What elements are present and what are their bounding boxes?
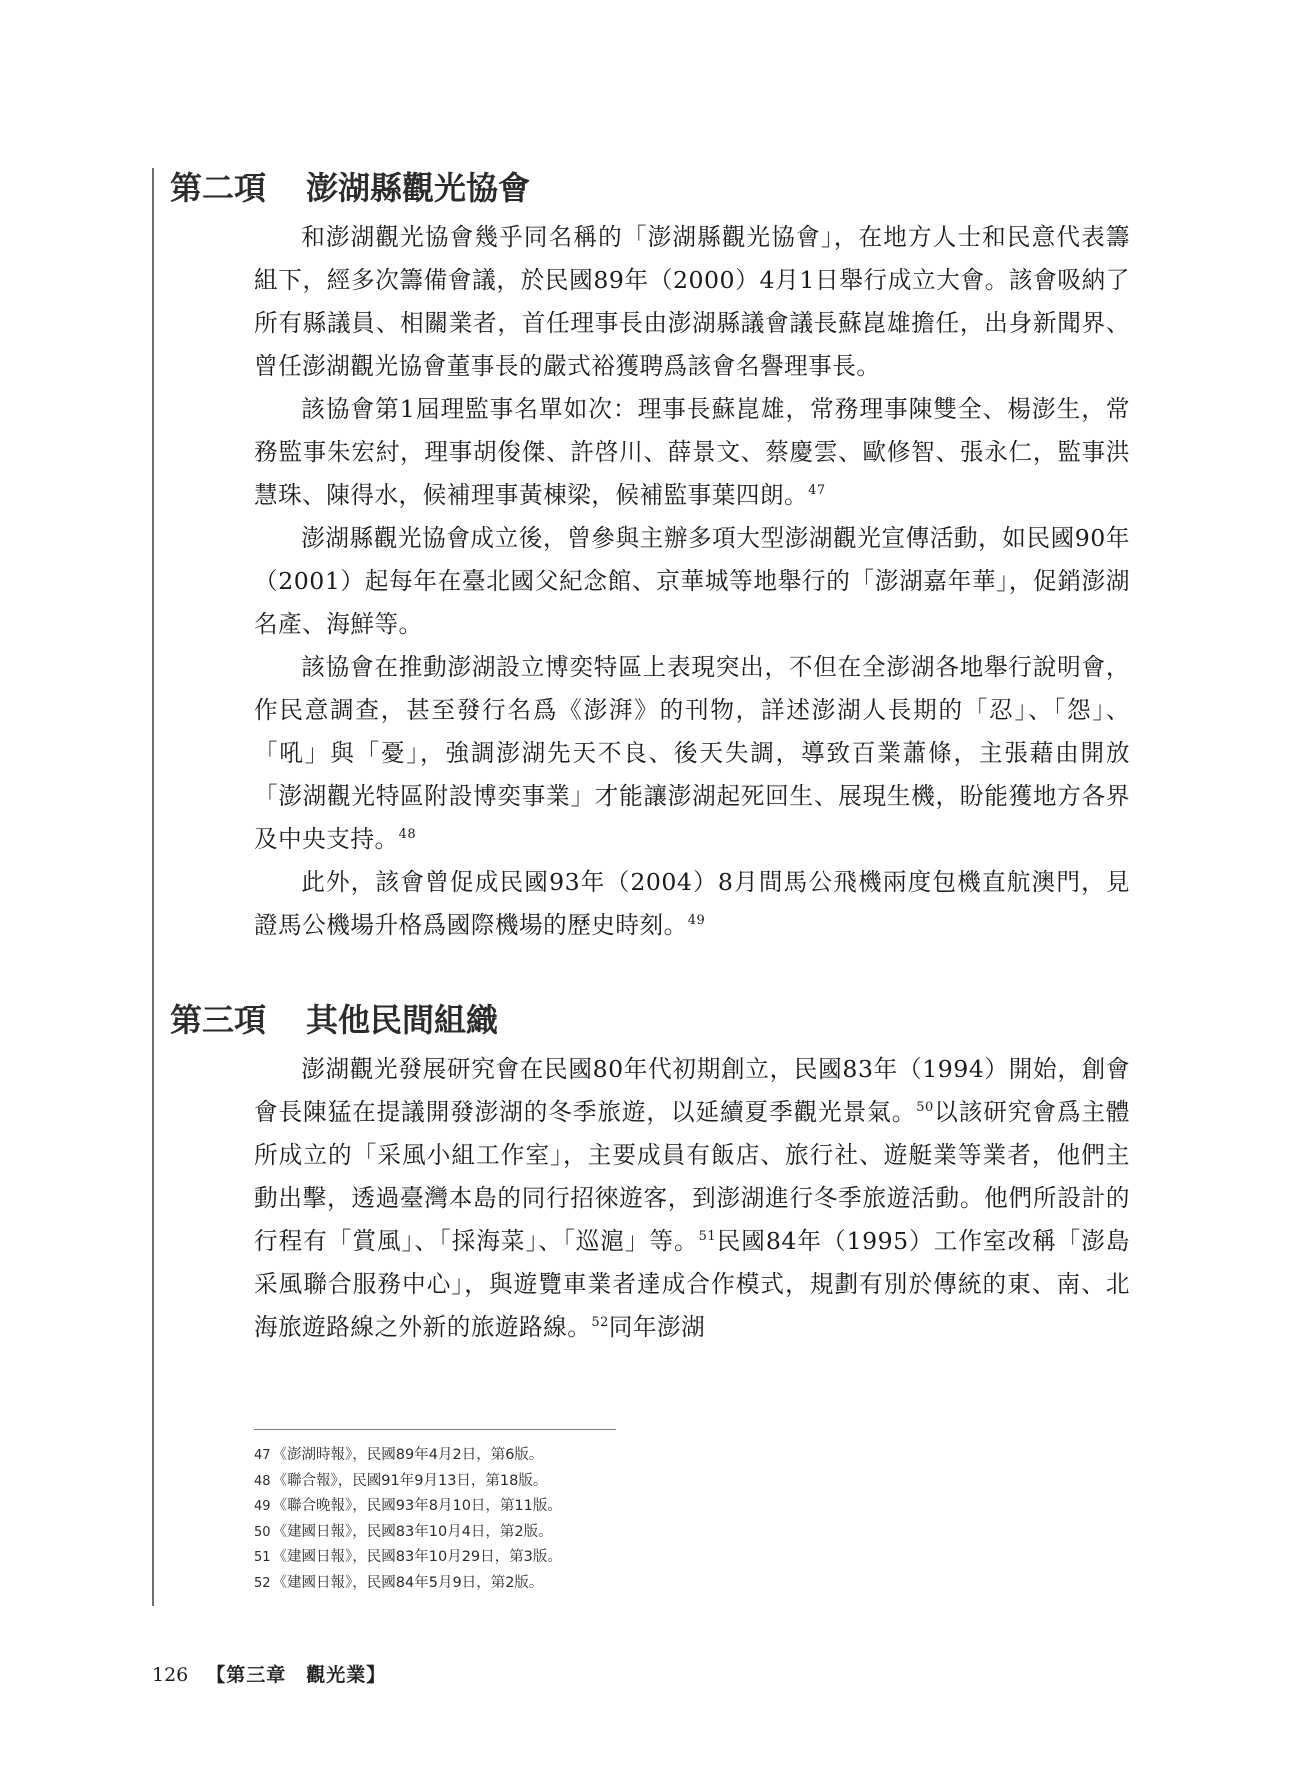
footnote-number: 50	[254, 1524, 271, 1540]
running-footer	[152, 1660, 386, 1687]
section-tourism-association	[170, 165, 1130, 947]
paragraph-text: 民國84年（1995）工作室改稱「澎島采風聯合服務中心」，與遊覽車業者達成合作模式，規劃有別於傳統的東、南、北海旅遊路線之外新的旅遊路線。	[254, 1227, 1130, 1341]
section-body	[254, 216, 1130, 947]
footnote-number: 47	[254, 1448, 271, 1463]
paragraph-text: 同年澎湖	[608, 1313, 706, 1341]
paragraph-text: 和澎湖觀光協會幾乎同名稱的「澎湖縣觀光協會」，在地方人士和民意代表籌組下，經多次籌備會議，於民國89年（2000）4月1日舉行成立大會。該會吸納了所有縣議員、相關業者，首任理事長由澎湖縣議會議長蘇崑雄擔任，出身新聞界、曾任澎湖觀光協會董事長的嚴式裕獲聘爲該會名譽理事長。	[254, 223, 1130, 380]
footnote-ref: 48	[398, 827, 417, 843]
footnote-ref: 51	[698, 1229, 717, 1245]
footnote	[254, 1443, 954, 1469]
paragraph	[254, 517, 1130, 646]
section-heading	[170, 997, 1130, 1043]
footnotes	[254, 1443, 954, 1596]
paragraph-text: 此外，該會曾促成民國93年（2004）8月間馬公飛機兩度包機直航澳門，見證馬公機場升格爲國際機場的歷史時刻。	[254, 868, 1130, 939]
section-other-organizations	[170, 997, 1130, 1349]
footnote	[254, 1545, 954, 1571]
section-title: 其他民間組織	[306, 1001, 499, 1039]
main-content	[170, 165, 1130, 1349]
footnote-number: 49	[254, 1499, 271, 1514]
paragraph-text: 該協會在推動澎湖設立博奕特區上表現突出，不但在全澎湖各地舉行說明會，作民意調查，甚至發行名爲《澎湃》的刊物，詳述澎湖人長期的「忍」、「怨」、「吼」與「憂」，強調澎湖先天不良、後天失調，導致百業蕭條，主張藉由開放「澎湖觀光特區附設博奕事業」才能讓澎湖起死回生、展現生機，盼能獲地方各界及中央支持。	[254, 653, 1130, 853]
footnote-number: 51	[254, 1550, 271, 1565]
paragraph	[254, 646, 1130, 861]
footnote-text: 《建國日報》，民國83年10月4日，第2版。	[272, 1523, 553, 1540]
paragraph	[254, 861, 1130, 947]
section-number: 第三項	[170, 1001, 267, 1039]
page-number: 126	[152, 1664, 189, 1686]
footnote-number: 52	[254, 1575, 271, 1591]
section-heading	[170, 165, 1130, 211]
left-margin-rule	[152, 168, 154, 1606]
footnote-text: 《建國日報》，民國84年5月9日，第2版。	[272, 1574, 544, 1591]
footnote	[254, 1520, 954, 1546]
footnote-text: 《聯合報》，民國91年9月13日，第18版。	[272, 1472, 548, 1489]
footnote-text: 《聯合晚報》，民國93年8月10日，第11版。	[272, 1498, 562, 1514]
paragraph	[254, 1048, 1130, 1349]
chapter-label: 【第三章 觀光業】	[206, 1664, 387, 1686]
footnote-number: 48	[254, 1473, 271, 1489]
paragraph	[254, 388, 1130, 517]
section-body	[254, 1048, 1130, 1349]
footnote	[254, 1469, 954, 1495]
footnote-ref: 52	[591, 1315, 609, 1331]
footnote-ref: 50	[916, 1100, 934, 1116]
paragraph-text: 該協會第1屆理監事名單如次：理事長蘇崑雄，常務理事陳雙全、楊澎生，常務監事朱宏紂，理事胡俊傑、許啓川、薛景文、蔡慶雲、歐修智、張永仁，監事洪慧珠、陳得水，候補理事黃棟梁，候補監事葉四朗。	[254, 395, 1130, 509]
footnote-separator	[254, 1429, 616, 1430]
paragraph-text: 澎湖觀光發展研究會在民國80年代初期創立，民國83年（1994）開始，創會會長陳猛在提議開發澎湖的冬季旅遊，以延續夏季觀光景氣。	[254, 1055, 1130, 1126]
paragraph	[254, 216, 1130, 388]
section-title: 澎湖縣觀光協會	[306, 169, 531, 207]
section-number: 第二項	[170, 169, 267, 207]
footnote-text: 《澎湖時報》，民國89年4月2日，第6版。	[272, 1447, 544, 1463]
footnote-ref: 47	[808, 483, 826, 499]
paragraph-text: 澎湖縣觀光協會成立後，曾參與主辦多項大型澎湖觀光宣傳活動，如民國90年（2001）起每年在臺北國父紀念館、京華城等地舉行的「澎湖嘉年華」，促銷澎湖名產、海鮮等。	[254, 524, 1130, 638]
footnote-text: 《建國日報》，民國83年10月29日，第3版。	[272, 1549, 562, 1565]
footnote	[254, 1571, 954, 1597]
footnote	[254, 1494, 954, 1520]
paragraph-text: 以該研究會爲主體所成立的「采風小組工作室」，主要成員有飯店、旅行社、遊艇業等業者，他們主動出擊，透過臺灣本島的同行招徠遊客，到澎湖進行冬季旅遊活動。他們所設計的行程有「賞風」、「採海菜」、「巡滬」等。	[254, 1098, 1130, 1255]
footnote-ref: 49	[687, 913, 706, 929]
